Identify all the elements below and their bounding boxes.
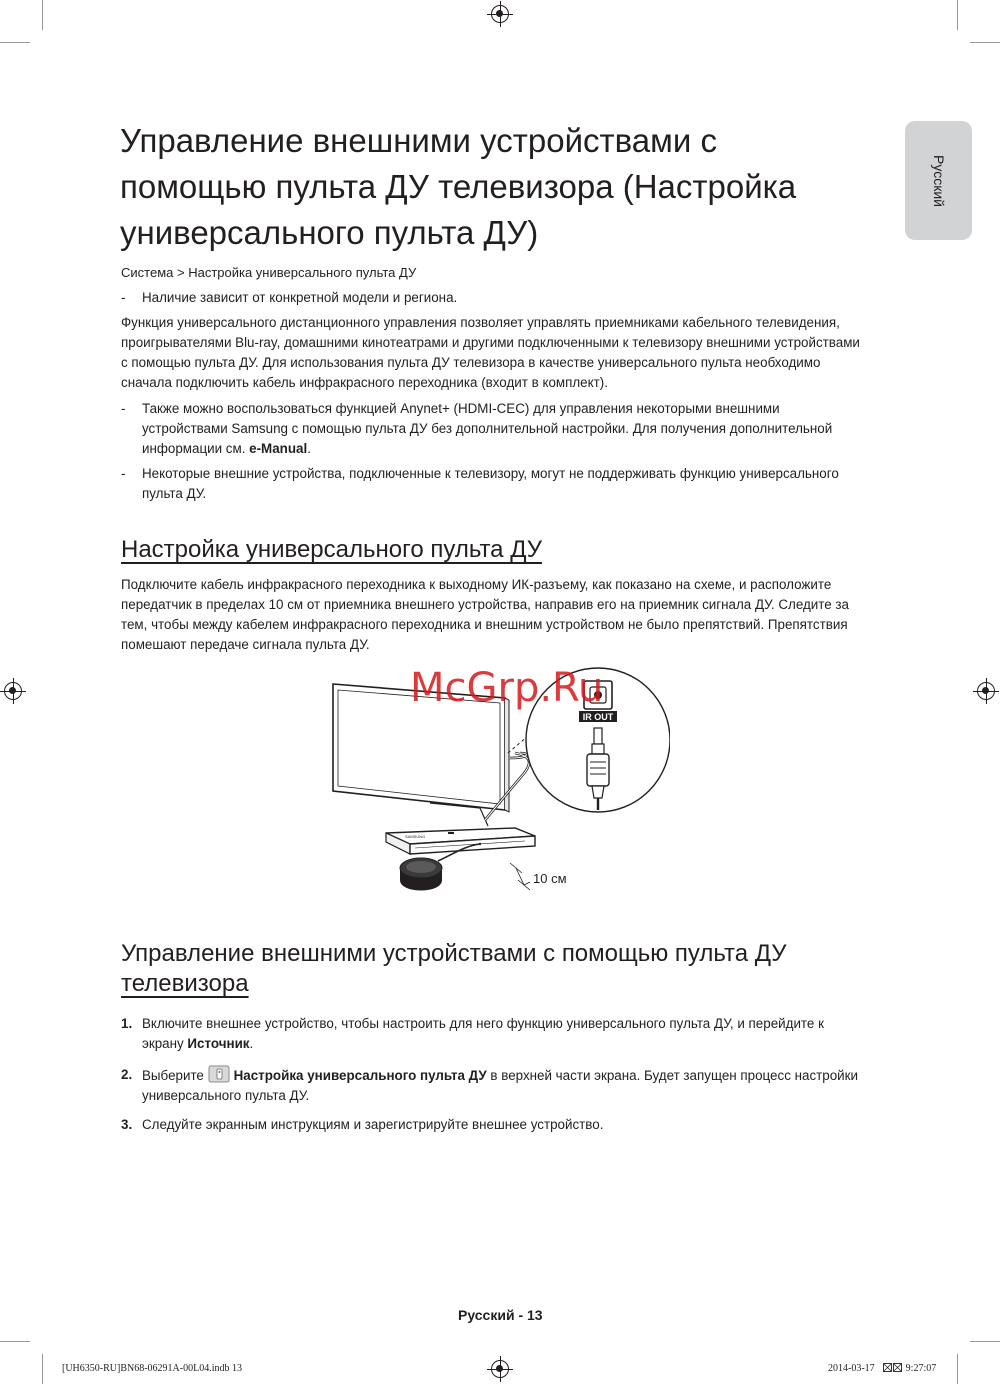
crop-mark <box>957 0 958 30</box>
crop-mark <box>0 42 30 43</box>
setup-line: помешают передаче сигнала пульта ДУ. <box>121 637 370 652</box>
crop-mark <box>42 1354 43 1384</box>
step-line: Следуйте экранным инструкциям и зарегистрируйте внешнее устройство. <box>142 1117 604 1132</box>
intro-line: Функция универсального дистанционного управления позволяет управлять приемниками кабельного телевидения, <box>121 315 840 330</box>
page-number: Русский - 13 <box>458 1307 543 1323</box>
distance-marker <box>510 863 530 890</box>
crop-mark <box>957 1354 958 1384</box>
step-item: 3. Следуйте экранным инструкциям и зарегистрируйте внешнее устройство. <box>121 1115 881 1135</box>
crop-mark <box>970 42 1000 43</box>
setup-line: передатчик в пределах 10 см от приемника внешнего устройства, направив его на приемник сигнала ДУ. Следите за <box>121 597 850 612</box>
setup-line: тем, чтобы между кабелем инфракрасного переходника и внешним устройством не было препятствий. Препятствия <box>121 617 848 632</box>
anynet-note: - Также можно воспользоваться функцией Anynet+ (HDMI-CEC) для управления некоторыми внешними устройствами Samsung с помощью пульта ДУ без дополнительной настройки. Для получения дополнительной информации см. e-Manual. <box>121 401 833 456</box>
intro-line: проигрывателями Blu-ray, домашними кинотеатрами и другими подключенными к телевизору внешними устройствами <box>121 335 860 350</box>
section-heading-control: Управление внешними устройствами с помощью пульта ДУ телевизора <box>121 940 787 997</box>
menu-path <box>121 265 416 280</box>
registration-mark-icon <box>4 682 22 700</box>
support-note: - Некоторые внешние устройства, подключенные к телевизору, могут не поддерживать функцию универсального пульта ДУ. <box>121 464 881 504</box>
distance-label: 10 см <box>533 871 567 886</box>
intro-line: с помощью пульта ДУ. Для использования пульта ДУ телевизора в качестве универсального пульта необходимо <box>121 355 821 370</box>
registration-mark-icon <box>977 682 995 700</box>
universal-remote-setup-label: Настройка универсального пульта ДУ <box>233 1068 487 1083</box>
anynet-note-line: Также можно воспользоваться функцией Anynet+ (HDMI-CEC) для управления некоторыми внешними <box>142 401 780 416</box>
step-item: 1. Включите внешнее устройство, чтобы настроить для него функцию универсального пульта ДУ, и перейдите к экрану Источник. <box>121 1016 824 1051</box>
watermark: McGrp.Ru <box>410 665 604 711</box>
language-tab <box>905 121 972 240</box>
crop-mark <box>42 0 43 30</box>
step-item: 2. Выберите Настройка универсального пульта ДУ в верхней части экрана. Будет запущен процесс настройки универсального пульта ДУ. <box>121 1065 881 1105</box>
menu-path-separator: > <box>176 265 185 280</box>
availability-note-text: Наличие зависит от конкретной модели и региона. <box>142 290 458 305</box>
page-title-line: помощью пульта ДУ телевизора (Настройка <box>120 168 797 205</box>
section-heading-setup: Настройка универсального пульта ДУ <box>121 536 542 563</box>
registration-mark-icon <box>491 1360 509 1378</box>
crop-mark <box>970 1341 1000 1342</box>
anynet-note-line: информации см. <box>142 441 250 456</box>
availability-note: - Наличие зависит от конкретной модели и региона. <box>121 288 881 308</box>
clock-glyph-icon <box>883 1363 903 1372</box>
crop-mark <box>0 1341 30 1342</box>
support-note-line: пульта ДУ. <box>142 486 207 501</box>
menu-path-universal-remote: Настройка универсального пульта ДУ <box>188 265 417 280</box>
page-title-line: Управление внешними устройствами с <box>120 122 717 159</box>
imprint-file: [UH6350-RU]BN68-06291A-00L04.indb 13 <box>62 1363 242 1374</box>
page-title-line: универсального пульта ДУ) <box>120 214 539 251</box>
registration-mark-icon <box>491 5 509 23</box>
menu-path-system: Система <box>121 265 174 280</box>
anynet-note-line: устройствами Samsung с помощью пульта ДУ без дополнительной настройки. Для получения дополнительной <box>142 421 833 436</box>
setup-line: Подключите кабель инфракрасного переходника к выходному ИК-разъему, как показано на схеме, и расположите <box>121 577 832 592</box>
device-brand-label: SAMSUNG <box>405 834 426 839</box>
language-tab-label: Русский <box>930 154 947 207</box>
e-manual-link: e-Manual <box>249 441 308 456</box>
intro-line: сначала подключить кабель инфракрасного переходника (входит в комплект). <box>121 375 608 390</box>
imprint-date: 2014-03-17 9:27:07 <box>828 1363 937 1374</box>
source-label: Источник <box>187 1036 250 1051</box>
universal-remote-icon <box>208 1065 230 1083</box>
ir-out-label: IR OUT <box>582 712 614 722</box>
intro-paragraph <box>121 313 860 393</box>
step-line: Включите внешнее устройство, чтобы настроить для него функцию универсального пульта ДУ, и перейдите к <box>142 1016 824 1031</box>
step-line: универсального пульта ДУ. <box>142 1088 310 1103</box>
support-note-line: Некоторые внешние устройства, подключенные к телевизору, могут не поддерживать функцию универсального <box>142 466 839 481</box>
setup-paragraph <box>121 575 849 655</box>
page-title <box>120 118 860 256</box>
